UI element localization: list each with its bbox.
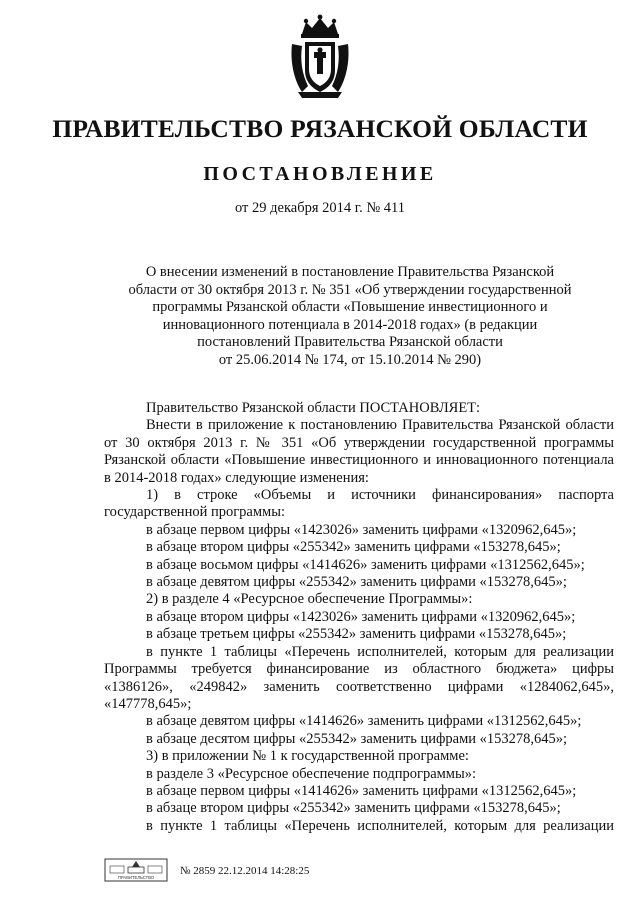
item-1-b: в абзаце втором цифры «255342» заменить цифрами «153278,645»; — [146, 539, 561, 556]
subject-line: постановлений Правительства Рязанской области — [197, 334, 503, 351]
registration-number: № 2859 22.12.2014 14:28:25 — [180, 865, 310, 877]
document-subject — [80, 264, 620, 370]
government-stamp-icon — [104, 858, 168, 882]
intro-paragraph: Внести в приложение к постановлению Правительства Рязанской области от 30 октября 2013 г. № 351 «Об утверждении государственной программы Рязанской области «Повышение инвестиционного и инновационного потенциала в 2014-2018 годах» следующие изменения: — [104, 417, 614, 486]
item-2-c: в пункте 1 таблицы «Перечень исполнителей, которым для реализации Программы требуется финансирование из областного бюджета» цифры «1386126», «249842» заменить соответственно цифрами «1284062,645», «147778,645»; — [104, 643, 614, 712]
item-1: 1) в строке «Объемы и источники финансирования» паспорта государственной программы: — [104, 487, 614, 521]
document-body — [104, 400, 614, 835]
item-2-b: в абзаце третьем цифры «255342» заменить цифрами «153278,645»; — [146, 626, 567, 643]
item-2-a: в абзаце втором цифры «1423026» заменить цифрами «1320962,645»; — [146, 608, 576, 625]
subject-line: О внесении изменений в постановление Правительства Рязанской — [145, 264, 555, 280]
subject-line: программы Рязанской области «Повышение инвестиционного и — [152, 299, 548, 316]
registration-footer — [104, 858, 354, 882]
government-title: ПРАВИТЕЛЬСТВО РЯЗАНСКОЙ ОБЛАСТИ — [52, 114, 588, 143]
document-type: ПОСТАНОВЛЕНИЕ — [203, 163, 437, 185]
item-1-d: в абзаце девятом цифры «255342» заменить цифрами «153278,645»; — [146, 574, 567, 591]
subject-line: области от 30 октября 2013 г. № 351 «Об утверждении государственной — [128, 281, 572, 298]
item-3-c: в пункте 1 таблицы «Перечень исполнителей, которым для реализации — [146, 817, 614, 834]
document-date-number: от 29 декабря 2014 г. № 411 — [235, 200, 405, 216]
coat-of-arms-icon — [288, 14, 352, 100]
item-2: 2) в разделе 4 «Ресурсное обеспечение Программы»: — [146, 591, 473, 608]
subject-line: инновационного потенциала в 2014-2018 годах» (в редакции — [162, 316, 538, 333]
item-1-a: в абзаце первом цифры «1423026» заменить цифрами «1320962,645»; — [146, 521, 577, 538]
item-3-b: в абзаце втором цифры «255342» заменить цифрами «153278,645»; — [146, 800, 561, 817]
svg-text:ПРАВИТЕЛЬСТВО: ПРАВИТЕЛЬСТВО — [117, 875, 155, 880]
item-3-a: в абзаце первом цифры «1414626» заменить цифрами «1312562,645»; — [146, 782, 577, 799]
item-3-section: в разделе 3 «Ресурсное обеспечение подпрограммы»: — [146, 765, 477, 782]
item-3: 3) в приложении № 1 к государственной программе: — [146, 748, 469, 765]
subject-line: от 25.06.2014 № 174, от 15.10.2014 № 290) — [218, 351, 482, 368]
item-2-d: в абзаце девятом цифры «1414626» заменить цифрами «1312562,645»; — [146, 713, 582, 730]
resolves-paragraph: Правительство Рязанской области ПОСТАНОВЛЯЕТ: — [146, 400, 481, 416]
item-1-c: в абзаце восьмом цифры «1414626» заменить цифрами «1312562,645»; — [146, 556, 585, 573]
item-2-e: в абзаце десятом цифры «255342» заменить цифрами «153278,645»; — [146, 730, 568, 747]
